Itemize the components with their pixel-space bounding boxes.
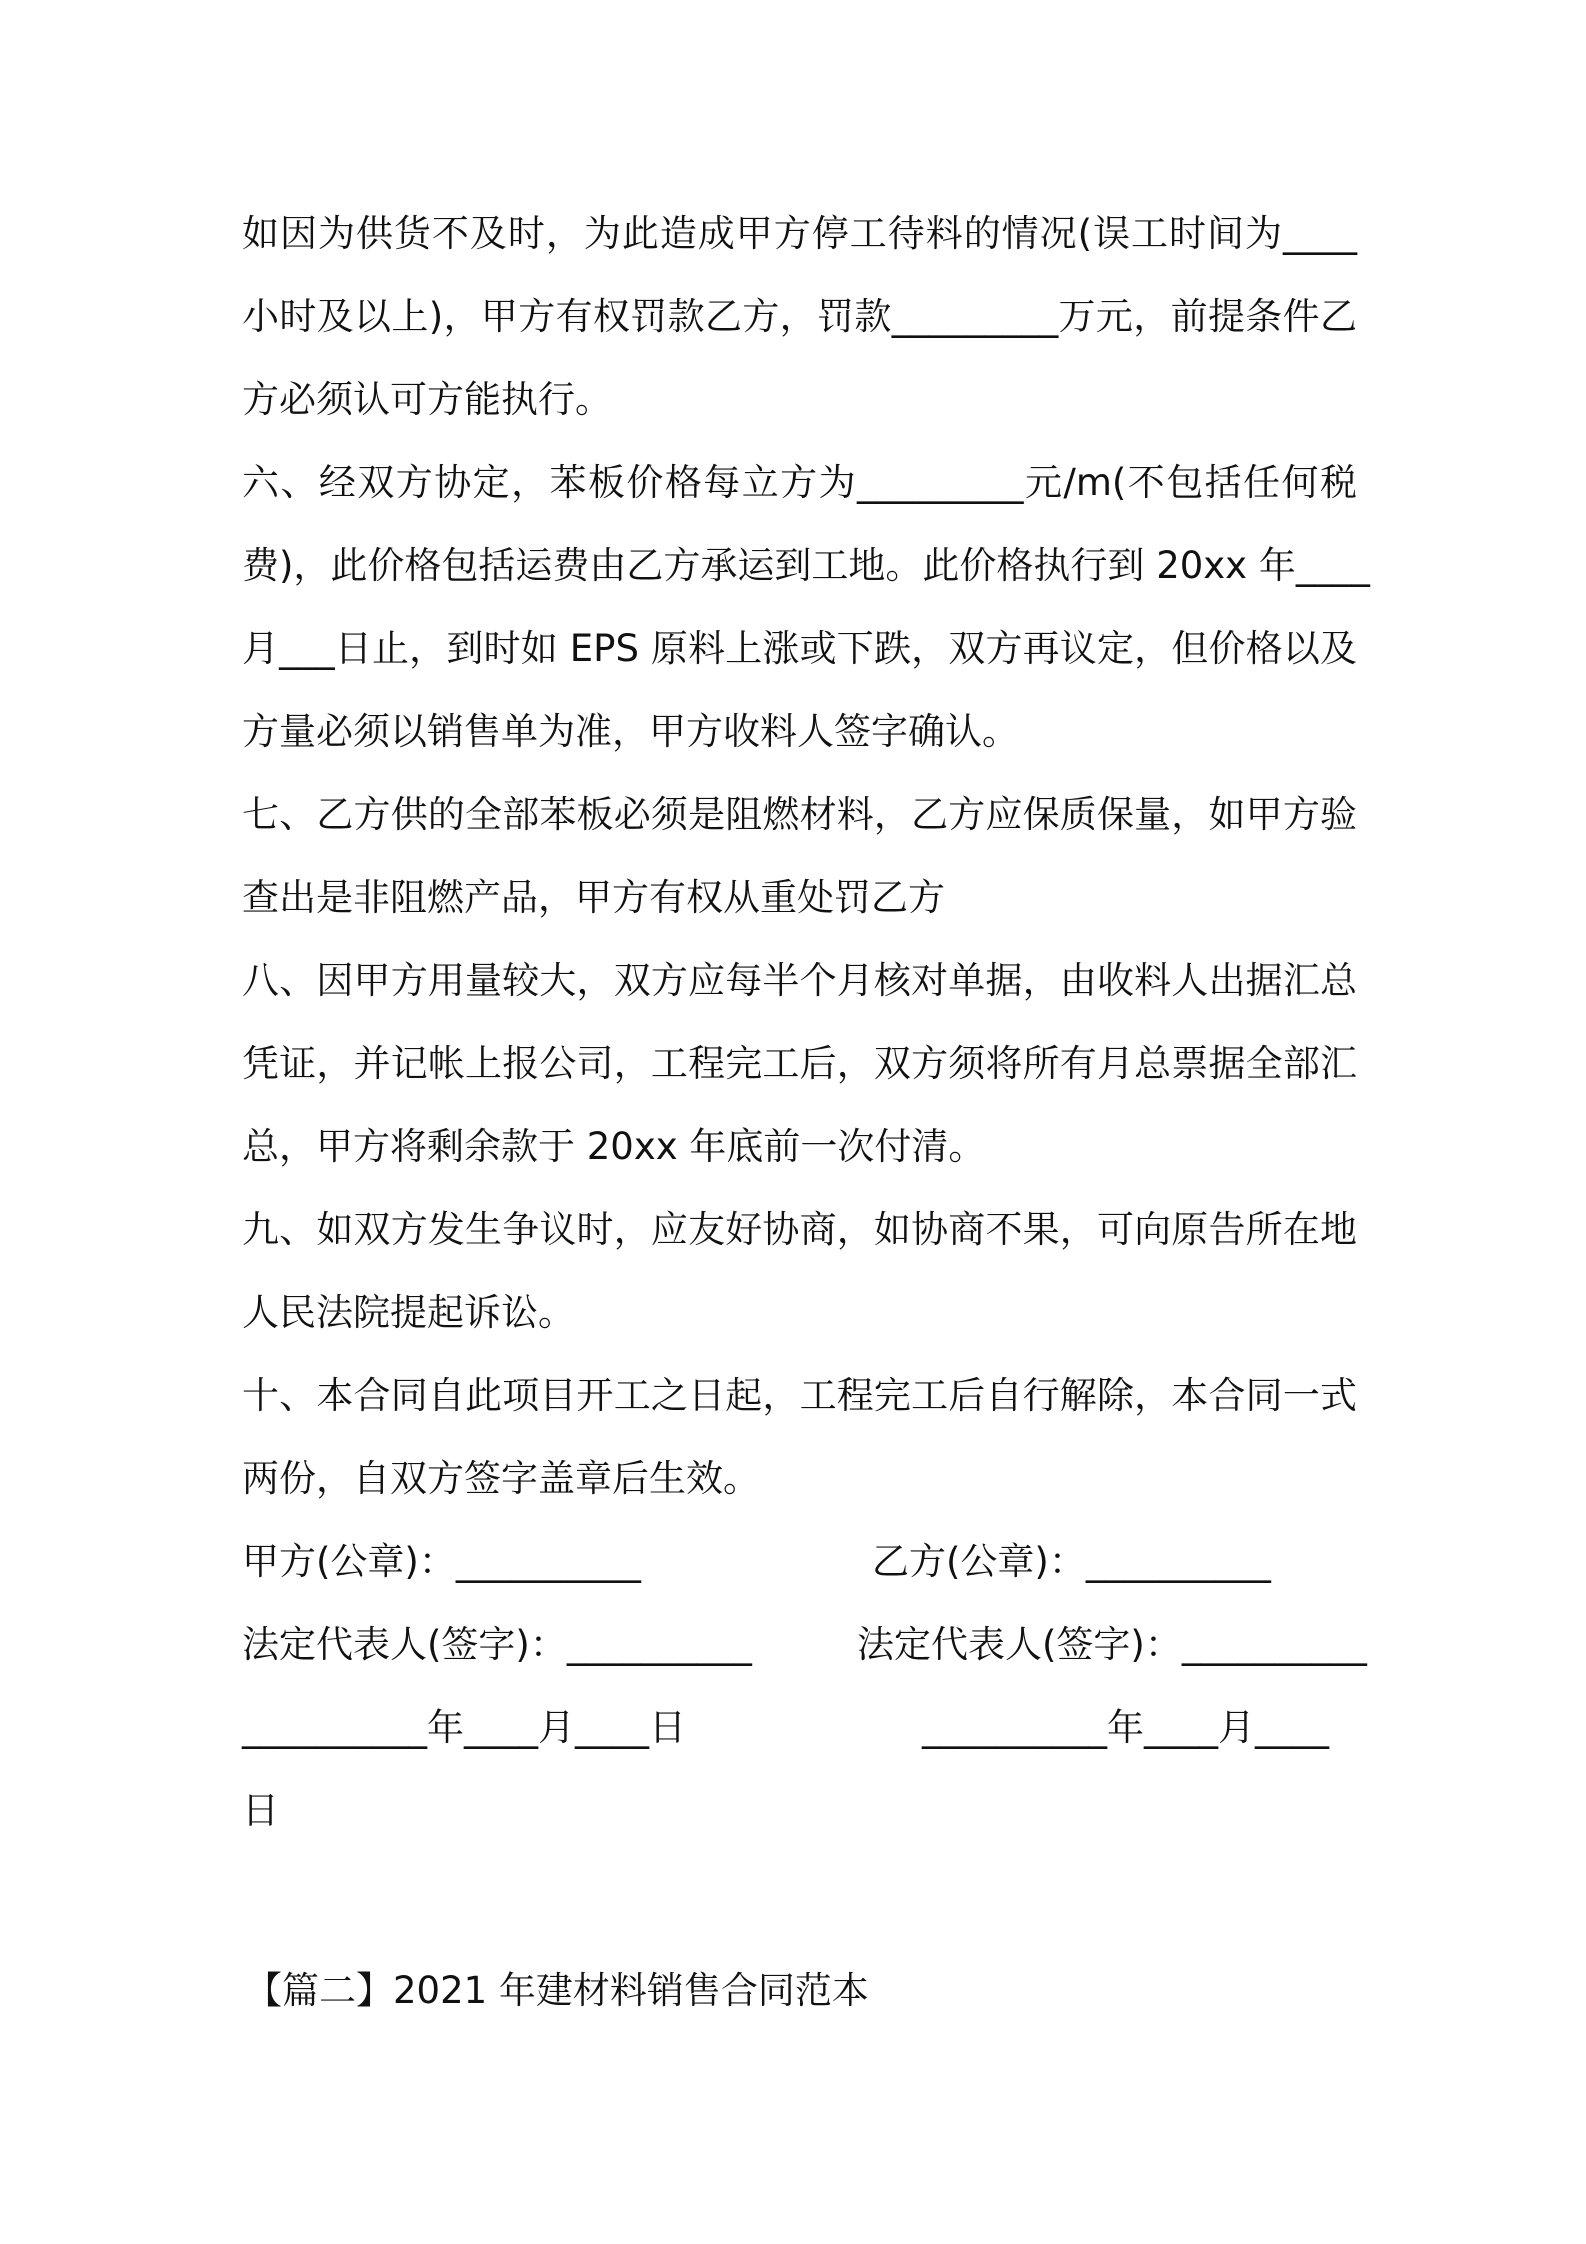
text-line: 月___日止，到时如 EPS 原料上涨或下跌，双方再议定，但价格以及: [242, 627, 1357, 670]
text-line: 凭证，并记帐上报公司，工程完工后，双方须将所有月总票据全部汇: [242, 1042, 1357, 1085]
text-line: 人民法院提起诉讼。: [242, 1291, 575, 1334]
contract-body: [242, 199, 1370, 1859]
date-row: [242, 1693, 1357, 1776]
text-line: 十、本合同自此项目开工之日起，工程完工后自行解除，本合同一式: [242, 1374, 1357, 1417]
text-line: 如因为供货不及时，为此造成甲方停工待料的情况(误工时间为____: [242, 212, 1357, 255]
party-a-representative-field: 法定代表人(签字)：__________: [242, 1623, 752, 1666]
text-line: 总，甲方将剩余款于 20xx 年底前一次付清。: [242, 1125, 986, 1168]
clause-7: [242, 780, 1357, 946]
representative-row: [242, 1610, 1367, 1693]
party-a-date-field: __________年____月____日: [242, 1706, 686, 1749]
signature-block: [242, 1527, 1367, 1859]
seal-row: [242, 1527, 1357, 1610]
text-line: 方量必须以销售单为准，甲方收料人签字确认。: [242, 710, 1019, 753]
party-b-date-day: 日: [242, 1789, 279, 1832]
text-line: 费)，此价格包括运费由乙方承运到工地。此价格执行到 20xx 年____: [242, 544, 1370, 587]
text-line: 查出是非阻燃产品，甲方有权从重处罚乙方: [242, 876, 945, 919]
party-b-seal-field: 乙方(公章)：__________: [872, 1540, 1271, 1583]
date-day-row: [242, 1776, 1357, 1859]
party-b-representative-field: 法定代表人(签字)：__________: [857, 1623, 1367, 1666]
section-heading: 【篇二】2021 年建材料销售合同范本: [245, 1969, 869, 2012]
text-line: 方必须认可方能执行。: [242, 378, 612, 421]
text-line: 小时及以上)，甲方有权罚款乙方，罚款_________万元，前提条件乙: [242, 295, 1357, 338]
clause-5-continuation: [242, 199, 1357, 448]
text-line: 六、经双方协定，苯板价格每立方为_________元/m(不包括任何税: [242, 461, 1357, 504]
party-b-date-field: __________年____月____: [922, 1706, 1329, 1749]
text-line: 两份，自双方签字盖章后生效。: [242, 1457, 760, 1500]
clause-9: [242, 1195, 1357, 1361]
clause-10: [242, 1361, 1357, 1527]
text-line: 七、乙方供的全部苯板必须是阻燃材料，乙方应保质保量，如甲方验: [242, 793, 1357, 836]
clause-8: [242, 946, 1357, 1195]
party-a-seal-field: 甲方(公章)：__________: [242, 1540, 641, 1583]
text-line: 九、如双方发生争议时，应友好协商，如协商不果，可向原告所在地: [242, 1208, 1357, 1251]
text-line: 八、因甲方用量较大，双方应每半个月核对单据，由收料人出据汇总: [242, 959, 1357, 1002]
clause-6: [242, 448, 1370, 780]
